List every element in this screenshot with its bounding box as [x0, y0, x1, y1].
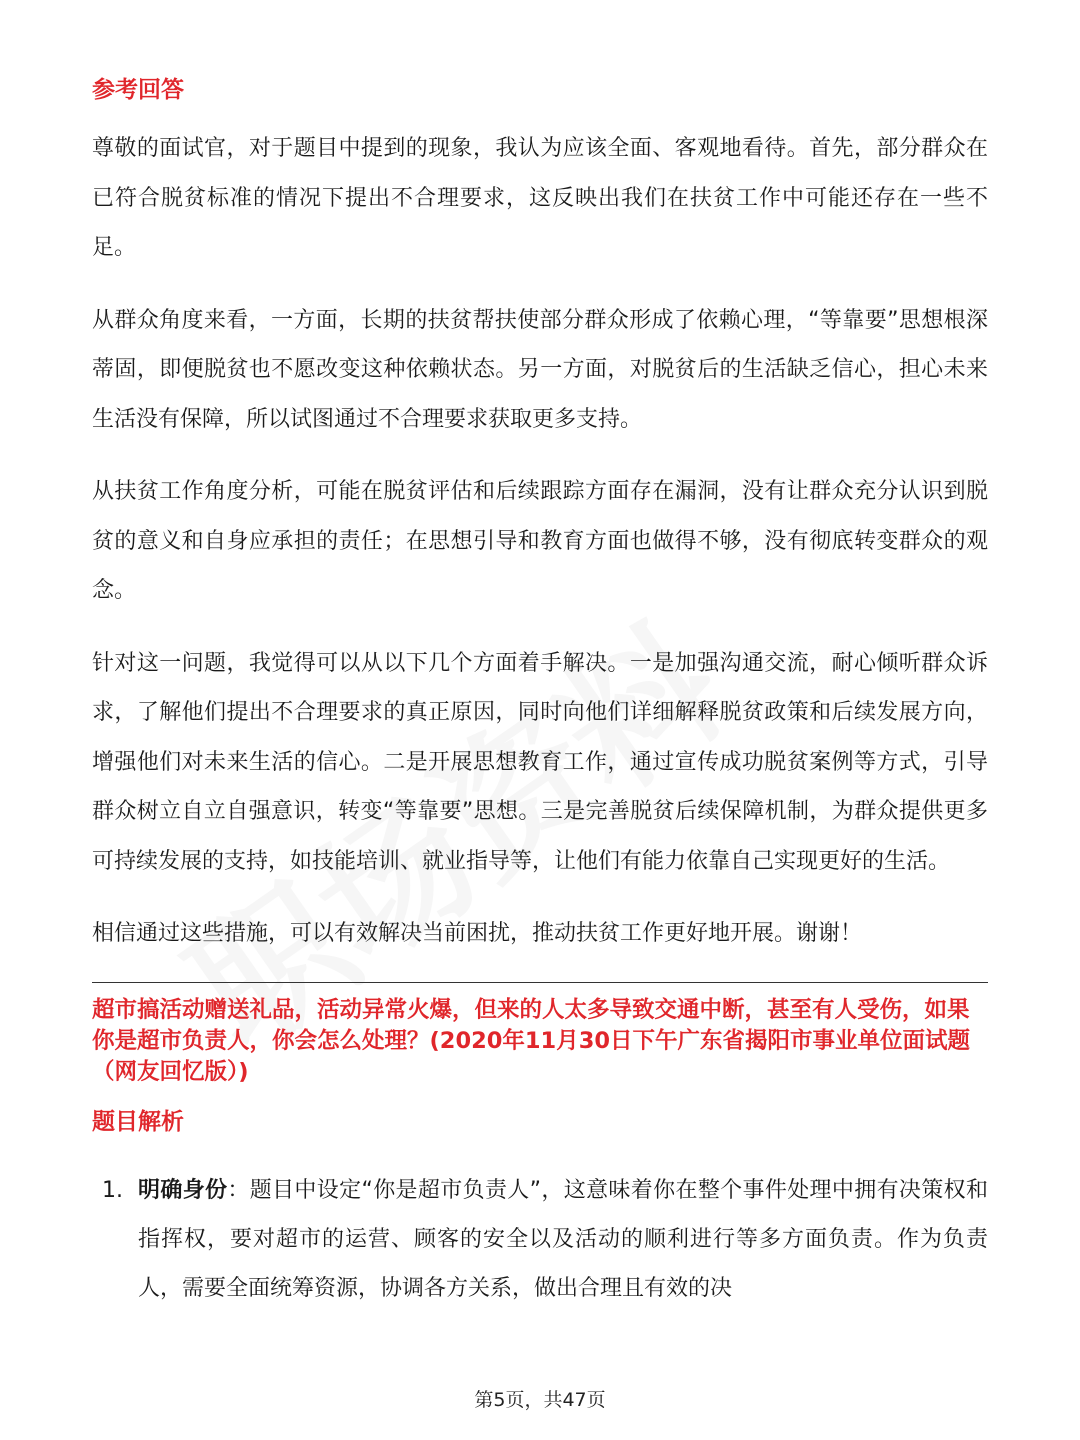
list-lead: 明确身份 [138, 1177, 228, 1203]
page-footer: 第5页，共47页 [474, 1389, 606, 1411]
list-number: 1. [102, 1177, 123, 1203]
answer-paragraph: 从扶贫工作角度分析，可能在脱贫评估和后续跟踪方面存在漏洞，没有让群众充分认识到脱贫的意义和自身应承担的责任；在思想引导和教育方面也做得不够，没有彻底转变群众的观念。 [92, 479, 988, 603]
analysis-title: 题目解析 [92, 1108, 184, 1135]
answer-paragraph: 针对这一问题，我觉得可以从以下几个方面着手解决。一是加强沟通交流，耐心倾听群众诉求，了解他们提出不合理要求的真正原因，同时向他们详细解释脱贫政策和后续发展方向，增强他们对未来生活的信心。二是开展思想教育工作，通过宣传成功脱贫案例等方式，引导群众树立自立自强意识，转变“等靠要”思想。三是完善脱贫后续保障机制，为群众提供更多可持续发展的支持，如技能培训、就业指导等，让他们有能力依靠自己实现更好的生活。 [92, 650, 988, 874]
list-item [92, 1166, 988, 1313]
list-body [138, 1166, 988, 1313]
answer-paragraph: 尊敬的面试官，对于题目中提到的现象，我认为应该全面、客观地看待。首先，部分群众在已符合脱贫标准的情况下提出不合理要求，这反映出我们在扶贫工作中可能还存在一些不足。 [92, 136, 988, 260]
document-page [92, 70, 988, 1313]
answer-paragraph: 从群众角度来看，一方面，长期的扶贫帮扶使部分群众形成了依赖心理，“等靠要”思想根深蒂固，即便脱贫也不愿改变这种依赖状态。另一方面，对脱贫后的生活缺乏信心，担心未来生活没有保障，所以试图通过不合理要求获取更多支持。 [92, 307, 988, 432]
divider [92, 982, 988, 983]
section-title: 参考回答 [92, 77, 184, 103]
question-title: 超市搞活动赠送礼品，活动异常火爆，但来的人太多导致交通中断，甚至有人受伤，如果你是超市负责人，你会怎么处理？(2020年11月30日下午广东省揭阳市事业单位面试题（网友回忆版）) [92, 996, 971, 1085]
answer-paragraph: 相信通过这些措施，可以有效解决当前困扰，推动扶贫工作更好地开展。谢谢！ [92, 921, 863, 946]
list-text: ：题目中设定“你是超市负责人”，这意味着你在整个事件处理中拥有决策权和指挥权，要对超市的运营、顾客的安全以及活动的顺利进行等多方面负责。作为负责人，需要全面统筹资源，协调各方关系，做出合理且有效的决 [138, 1177, 988, 1301]
